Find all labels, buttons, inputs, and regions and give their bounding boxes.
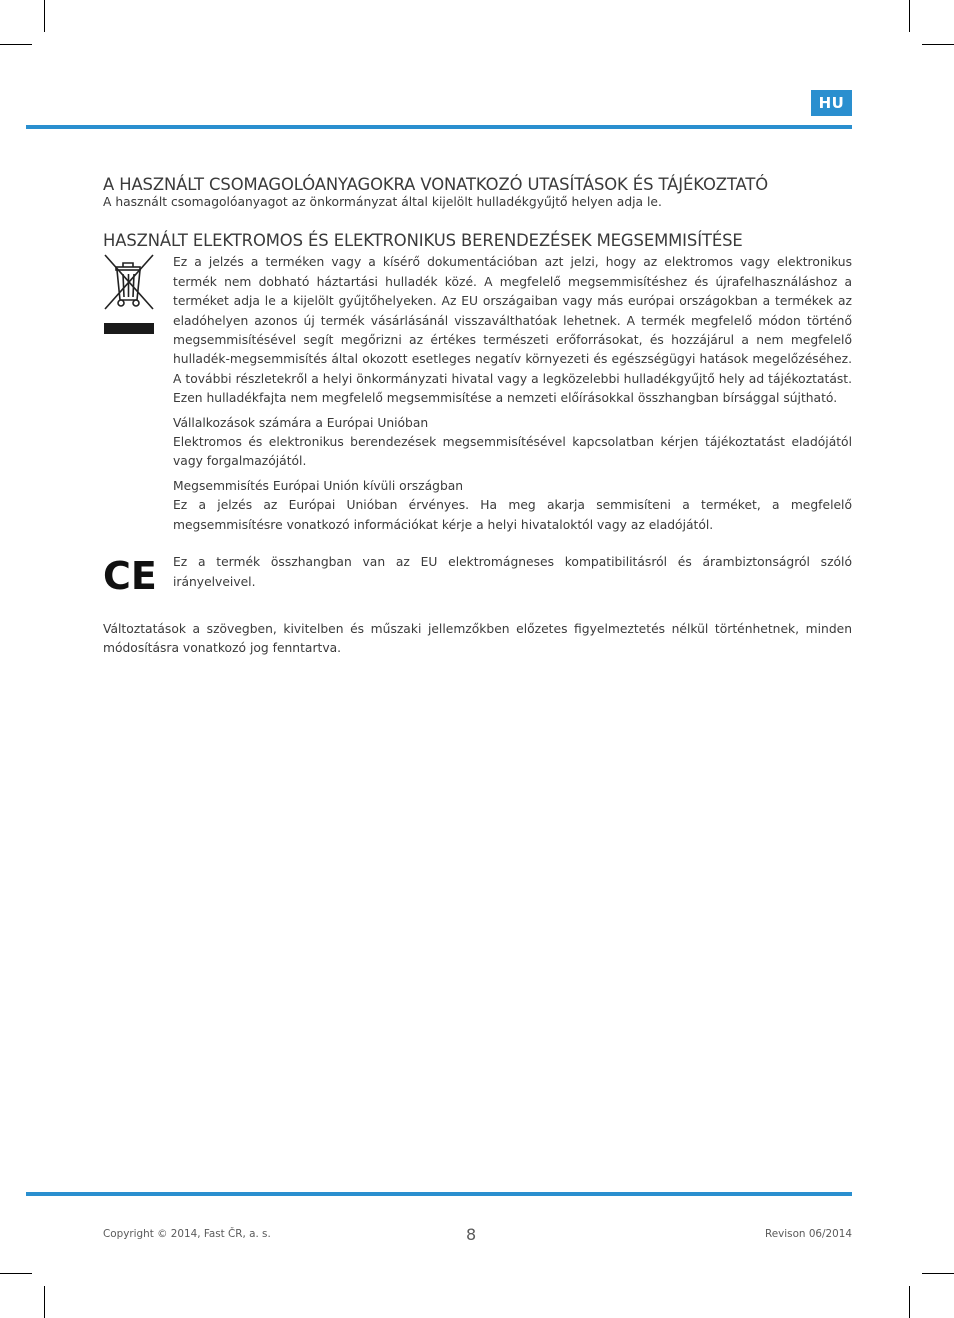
- crop-mark: [44, 0, 45, 32]
- weee-crossed-bin-icon: [103, 253, 155, 337]
- changes-disclaimer: Változtatások a szövegben, kivitelben és műszaki jellemzőkben előzetes figyelmeztetés nélkül történhetnek, minden módosításra vonatkozó jog fenntartva.: [103, 621, 852, 655]
- disposal-text-column: [173, 253, 852, 535]
- packaging-text: A használt csomagolóanyagot az önkormányzat által kijelölt hulladékgyűjtő helyen adja le.: [103, 195, 662, 209]
- footer-rule: [26, 1192, 852, 1196]
- header-rule: [26, 125, 852, 129]
- crop-mark: [0, 44, 32, 45]
- business-heading: Vállalkozások számára a Európai Unióban: [173, 415, 429, 430]
- ce-text: Ez a termék összhangban van az EU elektromágneses kompatibilitásról és árambiztonságról szóló irányelveivel.: [173, 555, 852, 589]
- crop-mark: [44, 1286, 45, 1318]
- disposal-intro: Ez a jelzés a terméken vagy a kísérő dokumentációban azt jelzi, hogy az elektromos vagy elektronikus termék nem dobható háztartási hulladék közé. A megfelelő megsemmisítéshez és újrafelhasználáshoz a terméket adja le a kijelölt gyűjtőhelyeken. Az EU országaiban vagy más európai országokban a termékek az eladóhelyen azonos új termék vásárlásánál visszaválthatóak lehetnek. A termék megfelelő módon történő megsemmisítésével segít megőrizni az értékes természeti erőforrásokat, és hozzájárul a nem megfelelő hulladék-megsemmisítés által okozott esetleges negatív környezeti és egészségügyi hatások megelőzéséhez. A további részletekről a helyi önkormányzati hivatal vagy a legközelebbi hulladékgyűjtő hely ad tájékoztatást. Ezen hulladékfajta nem megfelelő megsemmisítése a nemzeti előírásokkal összhangban bírsággal sújtható.: [173, 255, 852, 406]
- footer-copyright: Copyright © 2014, Fast ČR, a. s.: [103, 1228, 271, 1240]
- language-badge: HU: [811, 90, 852, 116]
- crop-mark: [922, 44, 954, 45]
- disposal-row: [103, 253, 852, 535]
- ce-mark-icon: [103, 555, 157, 595]
- disposal-title: HASZNÁLT ELEKTROMOS ÉS ELEKTRONIKUS BERENDEZÉSEK MEGSEMMISÍTÉSE: [103, 231, 743, 251]
- business-text: Elektromos és elektronikus berendezések megsemmisítésével kapcsolatban kérjen tájékoztatást eladójától vagy forgalmazójától.: [173, 435, 852, 469]
- ce-logo-text: CE: [103, 555, 157, 596]
- page-number: 8: [466, 1225, 477, 1244]
- crop-mark: [909, 0, 910, 32]
- ce-text-column: [173, 553, 852, 601]
- document-body: [103, 174, 852, 658]
- ce-section: [103, 553, 852, 601]
- outside-eu-text: Ez a jelzés az Európai Unióban érvényes. Ha meg akarja semmisíteni a terméket, a megfelelő megsemmisítésre vonatkozó információkat kérje a helyi hivataloktól vagy az eladójától.: [173, 498, 852, 532]
- packaging-section: [103, 174, 852, 212]
- crop-mark: [0, 1273, 32, 1274]
- crop-mark: [909, 1286, 910, 1318]
- weee-icon-column: [103, 253, 173, 535]
- crop-mark: [922, 1273, 954, 1274]
- ce-icon-column: [103, 553, 173, 601]
- outside-eu-heading: Megsemmisítés Európai Unión kívüli országban: [173, 478, 464, 493]
- packaging-title: A HASZNÁLT CSOMAGOLÓANYAGOKRA VONATKOZÓ UTASÍTÁSOK ÉS TÁJÉKOZTATÓ: [103, 175, 769, 194]
- disposal-section: [103, 230, 852, 535]
- footer-revision: Revison 06/2014: [764, 1228, 852, 1240]
